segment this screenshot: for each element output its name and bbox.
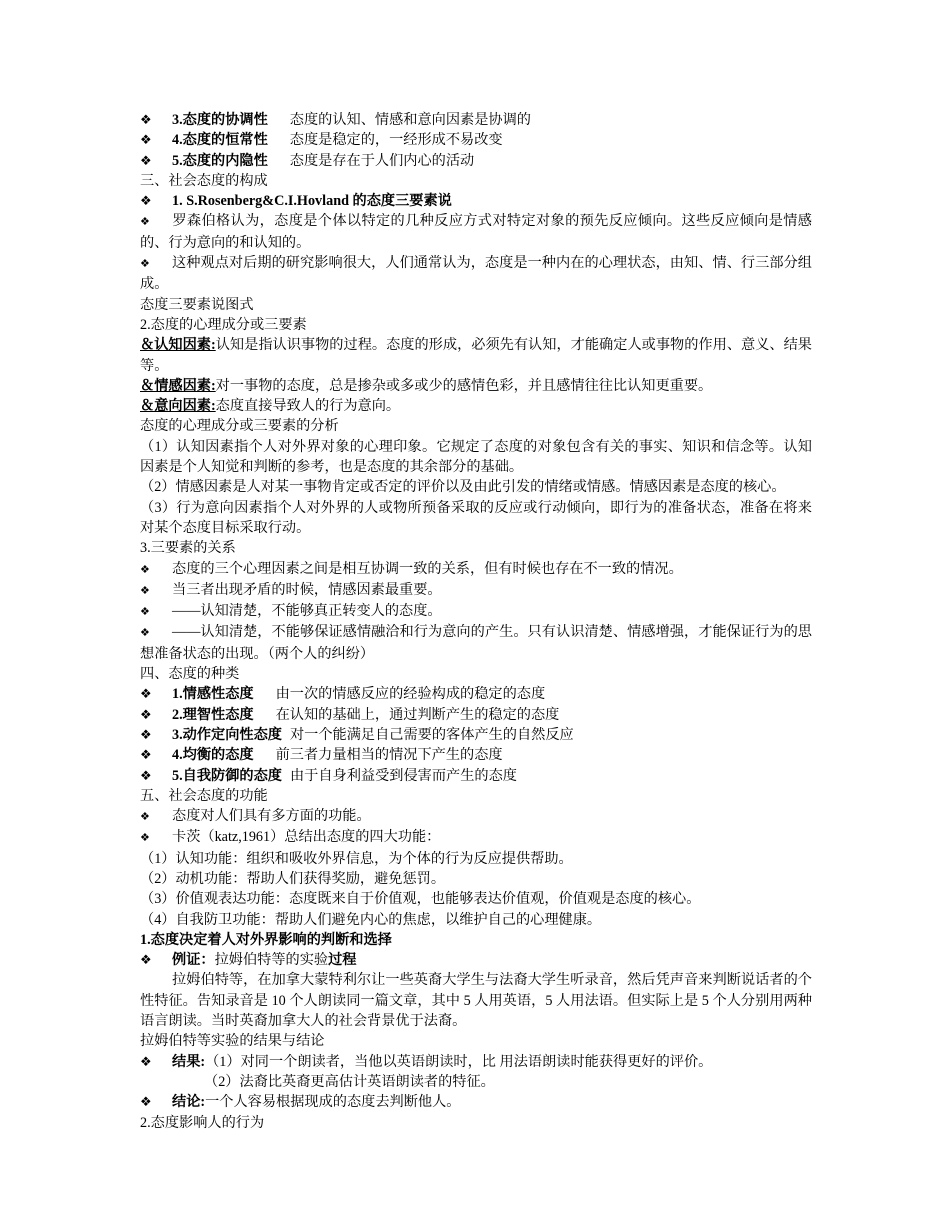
text-line: 2.态度的心理成分或三要素 [140,316,307,333]
result-line [140,1052,812,1072]
result-heading: 结果: [172,1053,206,1070]
type-line [140,705,812,725]
subsection-title: 1. S.Rosenberg&C.I.Hovland 的态度三要素说 [172,193,452,210]
list-item-text: 卡茨（katz,1961）总结出态度的四大功能： [172,829,441,846]
text-line: 态度三要素说图式 [140,296,254,313]
trait-text: 态度是存在于人们内心的活动 [289,152,475,169]
function-line: （4）自我防卫功能：帮助人们避免内心的焦虑，以维护自己的心理健康。 [140,911,602,928]
example-heading: 例证： [172,952,215,969]
type-text: 由一次的情感反应的经验构成的稳定的态度 [275,686,546,703]
result-text: （2）法裔比英裔更高估计英语朗读者的特征。 [204,1073,495,1090]
type-heading: 1.情感性态度 [172,686,254,703]
list-item-text: 态度对人们具有多方面的功能。 [172,808,371,825]
bullet-icon: ❖ [140,627,150,640]
function-line: （1）认知功能：组织和吸收外界信息，为个体的行为反应提供帮助。 [140,850,573,867]
list-item [140,622,812,664]
factor-text: 认知是指认识事物的过程。态度的形成，必须先有认知，才能确定人或事物的作用、意义、结果等。 [140,337,812,374]
type-heading: 4.均衡的态度 [172,747,254,764]
factor-paragraph [140,335,812,376]
trait-text: 态度的认知、情感和意向因素是协调的 [289,112,531,128]
paragraph-text: 拉姆伯特等，在加拿大蒙特利尔让一些英裔大学生与法裔大学生听录音，然后凭声音来判断说话者的个性特征。告知录音是 10 个人朗读同一篇文章，其中 5 人用英语，5 人用法语。但实际上是 5 个人分别用两种语言朗读。当时英裔加拿大人的社会背景优于法裔。 [140,972,812,1030]
type-line [140,745,812,765]
conclusion-text: 一个人容易根据现成的态度去判断他人。 [205,1094,461,1111]
type-text: 由于自身利益受到侵害而产生的态度 [289,767,517,784]
document-page [140,110,812,1133]
type-line [140,725,812,745]
example-text: 拉姆伯特等的实验 [214,952,329,969]
bullet-icon: ❖ [140,767,152,783]
bullet-icon: ❖ [140,563,150,576]
list-item-text: ——认知清楚，不能够真正转变人的态度。 [172,603,442,620]
trait-heading: 5.态度的内隐性 [172,152,268,169]
trait-heading: 4.态度的恒常性 [172,132,268,149]
type-line [140,684,812,704]
subsection-line [140,191,812,211]
bullet-icon: ❖ [140,112,152,127]
trait-line [140,151,812,171]
bullet-icon: ❖ [140,216,150,229]
type-heading: 2.理智性态度 [172,706,254,723]
factor-text: 态度直接导致人的行为意向。 [215,398,401,415]
subsection-title: 1.态度决定着人对外界影响的判断和选择 [140,931,392,948]
paragraph [140,970,812,1031]
trait-line [140,110,812,130]
paragraph: （2）情感因素是人对某一事物肯定或否定的评价以及由此引发的情绪或情感。情感因素是态度的核心。 [140,479,786,496]
section-heading: 三、社会态度的构成 [140,172,268,189]
example-line [140,950,812,970]
paragraph: （3）行为意向因素指个人对外界的人或物所预备采取的反应或行动倾向，即行为的准备状态，准备在将来对某个态度目标采取行动。 [140,499,812,536]
bullet-icon: ❖ [140,726,152,742]
bullet-icon: ❖ [140,258,150,271]
text-line: 拉姆伯特等实验的结果与结论 [140,1033,325,1050]
bullet-icon: ❖ [140,193,152,209]
list-item [140,806,812,827]
type-heading: 5.自我防御的态度 [172,767,282,784]
factor-paragraph [140,376,812,396]
bullet-icon: ❖ [140,811,150,824]
bullet-icon: ❖ [140,132,152,148]
list-item [140,601,812,622]
list-item [140,559,812,580]
factor-paragraph [140,396,812,416]
function-line: （2）动机功能：帮助人们获得奖励，避免惩罚。 [140,870,446,887]
section-heading: 五、社会态度的功能 [140,787,268,804]
bullet-icon: ❖ [140,747,152,763]
paragraph [140,253,812,295]
example-tail: 过程 [328,952,357,969]
factor-text: 对一事物的态度，总是掺杂或多或少的感情色彩，并且感情往往比认知更重要。 [215,377,713,394]
type-text: 前三者力量相当的情况下产生的态度 [275,747,503,764]
paragraph-text: 罗森伯格认为，态度是个体以特定的几种反应方式对特定对象的预先反应倾向。这些反应倾向是情感的、行为意向的和认知的。 [140,213,812,251]
bullet-icon: ❖ [140,832,150,845]
list-item-text: 态度的三个心理因素之间是相互协调一致的关系，但有时候也存在不一致的情况。 [172,560,683,577]
type-text: 在认知的基础上，通过判断产生的稳定的态度 [275,706,560,723]
type-text: 对一个能满足自己需要的客体产生的自然反应 [289,726,574,743]
bullet-icon: ❖ [140,152,152,168]
list-item [140,827,812,848]
list-item-text: ——认知清楚，不能够保证感情融洽和行为意向的产生。只有认识清楚、情感增强，才能保证行为的思想准备状态的出现。（两个人的纠纷） [140,624,812,662]
bullet-icon: ❖ [140,584,150,597]
paragraph [140,211,812,253]
type-line [140,766,812,786]
paragraph: （1）认知因素指个人对外界对象的心理印象。它规定了态度的对象包含有关的事实、知识和信念等。认知因素是个人知觉和判断的参考，也是态度的其余部分的基础。 [140,438,812,476]
list-item-text: 当三者出现矛盾的时候，情感因素最重要。 [172,581,442,598]
factor-heading: ＆情感因素: [140,377,216,394]
bullet-icon: ❖ [140,952,152,968]
result-line [140,1072,812,1092]
result-text: （1）对同一个朗读者，当他以英语朗读时，比 用法语朗读时能获得更好的评价。 [205,1053,713,1070]
list-item [140,580,812,601]
type-heading: 3.动作定向性态度 [172,726,282,743]
section-heading: 四、态度的种类 [140,666,240,683]
function-line: （3）价值观表达功能：态度既来自于价值观，也能够表达价值观，价值观是态度的核心。 [140,891,701,908]
text-line: 2.态度影响人的行为 [140,1114,265,1131]
trait-heading: 3.态度的协调性 [172,112,268,128]
bullet-icon: ❖ [140,686,152,702]
trait-text: 态度是稳定的，一经形成不易改变 [289,132,503,149]
paragraph-text: 这种观点对后期的研究影响很大，人们通常认为，态度是一种内在的心理状态，由知、情、行三部分组成。 [140,255,812,293]
bullet-icon: ❖ [140,706,152,722]
factor-heading: ＆认知因素: [140,337,216,354]
trait-line [140,130,812,150]
text-line: 3.三要素的关系 [140,540,236,557]
bullet-icon: ❖ [140,1053,152,1069]
bullet-icon: ❖ [140,606,150,619]
text-line: 态度的心理成分或三要素的分析 [140,418,339,435]
conclusion-heading: 结论: [172,1094,206,1111]
conclusion-line [140,1092,812,1112]
factor-heading: ＆意向因素: [140,398,216,415]
bullet-icon: ❖ [140,1094,152,1110]
